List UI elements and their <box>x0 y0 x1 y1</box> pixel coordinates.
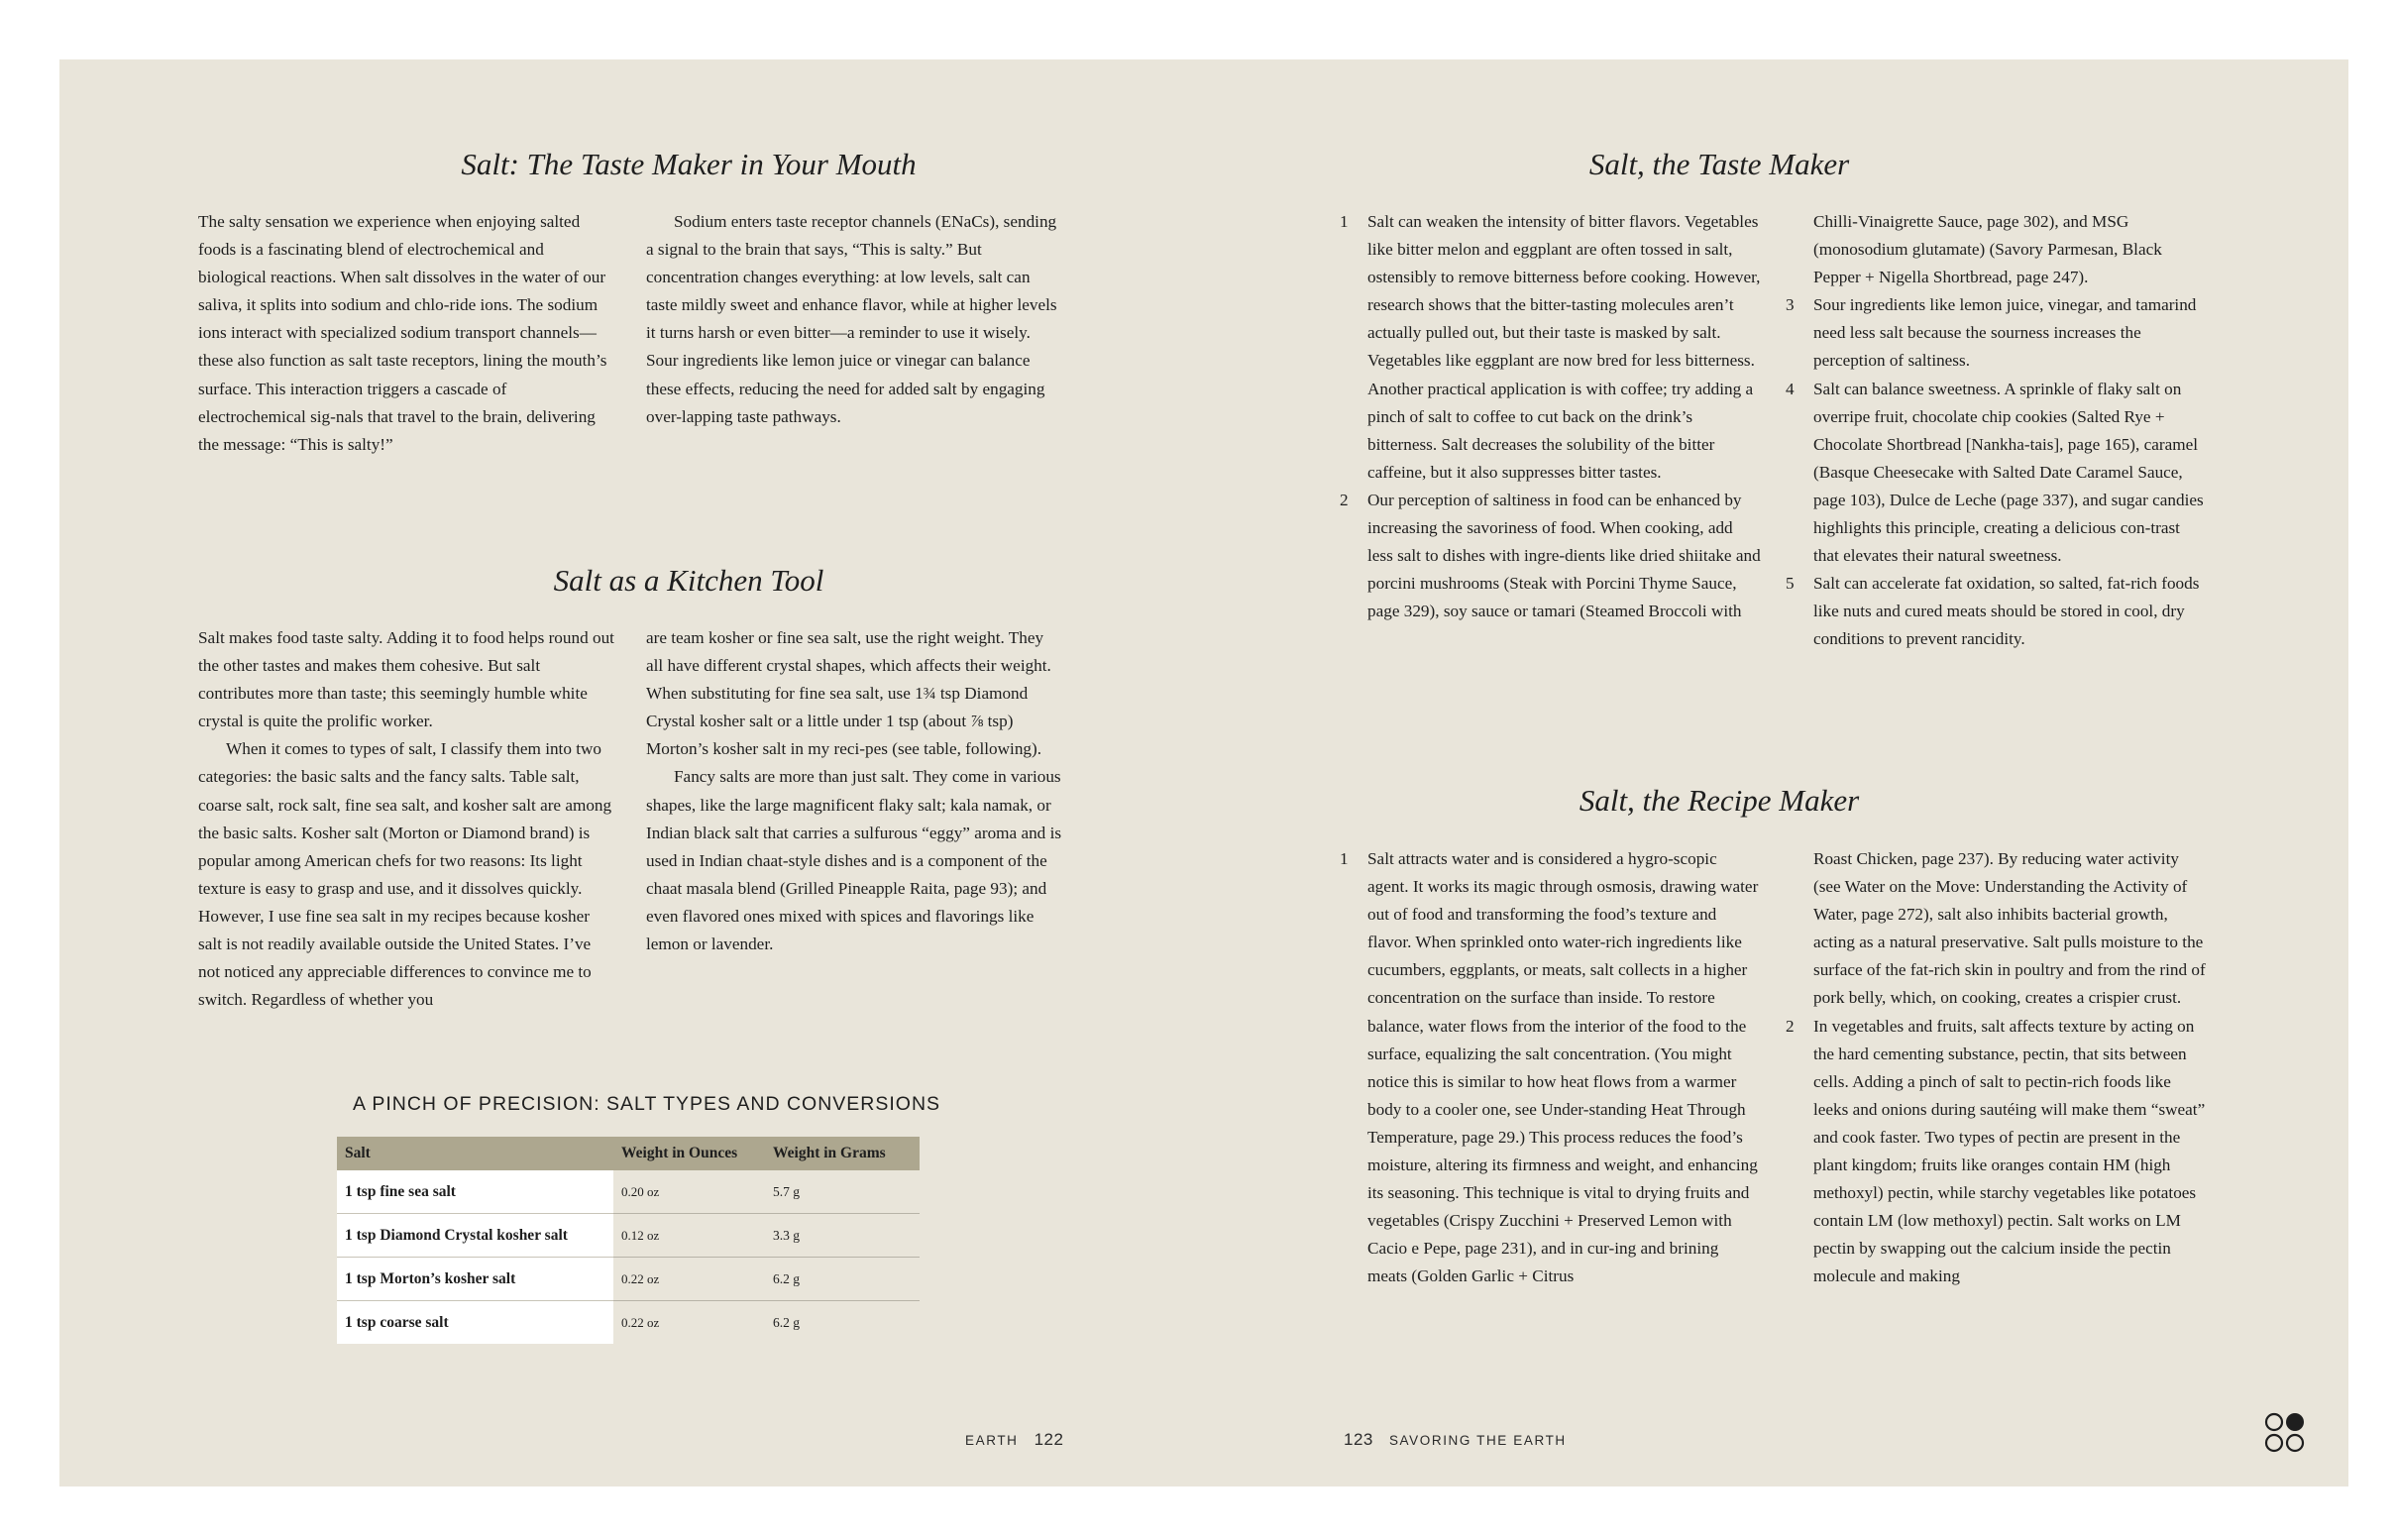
list-text: Salt attracts water and is considered a hygro-scopic agent. It works its magic through osmosis, drawing water out of food and transforming the food’s texture and flavor. When sprinkled onto water-rich ingredients like cucumbers, eggplants, or meats, salt collects in a higher concentration on the surface than inside. To restore balance, water flows from the interior of the food to the surface, equalizing the salt concentration. (You might notice this is similar to how heat flows from a warmer body to a cooler one, see Under-standing Heat Through Temperature, page 29.) This process reduces the food’s moisture, altering its firmness and weight, and enhancing its seasoning. This technique is vital to drying fruits and vegetables (Crispy Zucchini + Preserved Lemon with Cacio e Pepe, page 231), and in cur-ing and brining meats (Golden Garlic + Citrus <box>1367 849 1759 1286</box>
table-row <box>337 1301 920 1345</box>
salt-cell: 1 tsp fine sea salt <box>337 1170 613 1214</box>
list-item <box>1340 487 1761 625</box>
list-number: 4 <box>1786 379 1795 398</box>
ounces-cell: 0.20 oz <box>613 1170 765 1214</box>
ounces-cell: 0.22 oz <box>613 1258 765 1301</box>
table-row <box>337 1170 920 1214</box>
list-item <box>1340 845 1761 1291</box>
column-header-grams: Weight in Grams <box>765 1137 920 1170</box>
left-folio <box>965 1430 1063 1450</box>
tool-column-1 <box>198 624 614 1014</box>
list-text: Salt can balance sweetness. A sprinkle of flaky salt on overripe fruit, chocolate chip cookies (Salted Rye + Chocolate Shortbread [Nankha-tais], page 165), caramel (Basque Cheesecake with Salted Date Caramel Sauce, page 103), Dulce de Leche (page 337), and sugar candies highlights this principle, creating a delicious con-trast that elevates their natural sweetness. <box>1813 379 2204 566</box>
heading-recipe-maker: Salt, the Recipe Maker <box>1579 783 1860 818</box>
page-number: 122 <box>1034 1430 1064 1449</box>
salt-cell: 1 tsp Morton’s kosher salt <box>337 1258 613 1301</box>
intro-paragraph-2: Sodium enters taste receptor channels (ENaCs), sending a signal to the brain that says, “This is salty.” But concentration changes everything: at low levels, salt can taste mildly sweet and enhance flavor, while at higher levels it turns harsh or even bitter—a reminder to use it wisely. Sour ingredients like lemon juice or vinegar can balance these effects, reducing the need for added salt by engaging over-lapping taste pathways. <box>646 212 1057 426</box>
list-continuation: Roast Chicken, page 237). By reducing water activity (see Water on the Move: Understanding the Activity of Water, page 272), salt also inhibits bacterial growth, acting as a natural preservative. Salt pulls moisture to the surface of the fat-rich skin in poultry and from the rind of pork belly, which, on cooking, creates a crispier crust. <box>1813 849 2206 1008</box>
list-item <box>1786 1013 2207 1291</box>
table-header-row <box>337 1137 920 1170</box>
taste-column-2 <box>1786 208 2207 654</box>
heading-taste-maker: Salt, the Taste Maker <box>1588 147 1850 181</box>
page-number: 123 <box>1344 1430 1373 1449</box>
intro-paragraph-1: The salty sensation we experience when enjoying salted foods is a fascinating blend of electrochemical and biological reactions. When salt dissolves in the water of our saliva, it splits into sodium and chlo-ride ions. The sodium ions interact with specialized sodium transport channels—these also function as salt taste receptors, lining the mouth’s surface. This interaction triggers a cascade of electrochemical sig-nals that travel to the brain, delivering the message: “This is salty!” <box>198 212 607 454</box>
four-circles-logo-icon <box>2263 1411 2307 1455</box>
list-number: 2 <box>1340 490 1349 509</box>
salt-cell: 1 tsp coarse salt <box>337 1301 613 1345</box>
tool-paragraph-2: When it comes to types of salt, I classify them into two categories: the basic salts and the fancy salts. Table salt, coarse salt, rock salt, fine sea salt, and kosher salt are among the basic salts. Kosher salt (Morton or Diamond brand) is popular among American chefs for two reasons: Its light texture is easy to grasp and use, and it dissolves quickly. However, I use fine sea salt in my recipes because kosher salt is not readily available outside the United States. I’ve not noticed any appreciable differences to convince me to switch. Regardless of whether you <box>198 739 612 1010</box>
tool-paragraph-4: Fancy salts are more than just salt. They come in various shapes, like the large magnificent flaky salt; kala namak, or Indian black salt that carries a sulfurous “eggy” aroma and is used in Indian chaat-style dishes and is a component of the chaat masala blend (Grilled Pineapple Raita, page 93); and even flavored ones mixed with spices and flavorings like lemon or lavender. <box>646 767 1062 954</box>
column-header-salt: Salt <box>337 1137 613 1170</box>
heading-taste-maker-mouth: Salt: The Taste Maker in Your Mouth <box>461 147 917 181</box>
table-row <box>337 1214 920 1258</box>
grams-cell: 6.2 g <box>773 1314 800 1330</box>
folio-section-label: SAVORING THE EARTH <box>1388 1433 1567 1448</box>
tool-paragraph-3: are team kosher or fine sea salt, use the right weight. They all have different crystal shapes, which affects their weight. When substituting for fine sea salt, use 1¾ tsp Diamond Crystal kosher salt or a little under 1 tsp (about ⅞ tsp) Morton’s kosher salt in my reci-pes (see table, following). <box>646 628 1051 759</box>
grams-cell: 5.7 g <box>765 1170 920 1214</box>
list-number: 1 <box>1340 849 1349 868</box>
column-header-ounces: Weight in Ounces <box>613 1137 765 1170</box>
list-item <box>1340 208 1761 487</box>
list-number: 3 <box>1786 295 1795 315</box>
list-text: Sour ingredients like lemon juice, vinegar, and tamarind need less salt because the sourness increases the perception of saltiness. <box>1813 295 2197 371</box>
table-row <box>337 1258 920 1301</box>
list-number: 2 <box>1786 1016 1795 1036</box>
intro-column-1 <box>198 208 614 459</box>
list-text: In vegetables and fruits, salt affects texture by acting on the hard cementing substance, pectin, that sits between cells. Adding a pinch of salt to pectin-rich foods like leeks and onions during sautéing will make them “sweat” and cook faster. Two types of pectin are present in the plant kingdom; fruits like oranges contain HM (high methoxyl) pectin, while starchy vegetables like potatoes contain LM (low methoxyl) pectin. Salt works on LM pectin by swapping out the calcium inside the pectin molecule and making <box>1813 1016 2206 1286</box>
list-item <box>1786 376 2207 571</box>
list-number: 1 <box>1340 212 1349 231</box>
list-item <box>1786 291 2207 375</box>
list-number: 5 <box>1786 574 1795 594</box>
ounces-cell: 0.22 oz <box>621 1314 660 1330</box>
recipe-column-2 <box>1786 845 2207 1291</box>
book-spread <box>59 59 2348 1486</box>
salt-conversion-table <box>337 1137 920 1344</box>
recipe-column-1 <box>1340 845 1761 1291</box>
folio-section-label: EARTH <box>965 1433 1019 1448</box>
salt-cell: 1 tsp Diamond Crystal kosher salt <box>337 1214 613 1258</box>
tool-column-2 <box>646 624 1062 958</box>
list-text: Salt can weaken the intensity of bitter flavors. Vegetables like bitter melon and eggplant are often tossed in salt, ostensibly to remove bitterness before cooking. However, research shows that the bitter-tasting molecules aren’t actually pulled out, but their taste is masked by salt. Vegetables like eggplant are now bred for less bitterness. Another practical application is with coffee; try adding a pinch of salt to coffee to cut back on the drink’s bitterness. Salt decreases the solubility of the bitter caffeine, but it also suppresses bitter tastes. <box>1367 212 1761 482</box>
table-title: A PINCH OF PRECISION: SALT TYPES AND CONVERSIONS <box>353 1093 941 1115</box>
taste-column-1 <box>1340 208 1761 625</box>
tool-paragraph-1: Salt makes food taste salty. Adding it to food helps round out the other tastes and makes them cohesive. But salt contributes more than taste; this seemingly humble white crystal is quite the prolific worker. <box>198 628 614 731</box>
ounces-cell: 0.12 oz <box>613 1214 765 1258</box>
list-text: Our perception of saltiness in food can be enhanced by increasing the savoriness of food. When cooking, add less salt to dishes with ingre-dients like dried shiitake and porcini mushrooms (Steak with Porcini Thyme Sauce, page 329), soy sauce or tamari (Steamed Broccoli with <box>1367 490 1761 621</box>
list-text: Salt can accelerate fat oxidation, so salted, fat-rich foods like nuts and cured meats should be stored in cool, dry conditions to prevent rancidity. <box>1813 574 2200 649</box>
list-item <box>1786 570 2207 653</box>
grams-cell: 3.3 g <box>765 1214 920 1258</box>
heading-kitchen-tool: Salt as a Kitchen Tool <box>553 563 824 598</box>
right-folio <box>1344 1430 1567 1450</box>
grams-cell: 6.2 g <box>765 1258 920 1301</box>
list-continuation: Chilli-Vinaigrette Sauce, page 302), and MSG (monosodium glutamate) (Savory Parmesan, Black Pepper + Nigella Shortbread, page 247). <box>1813 212 2162 287</box>
intro-column-2 <box>646 208 1062 431</box>
